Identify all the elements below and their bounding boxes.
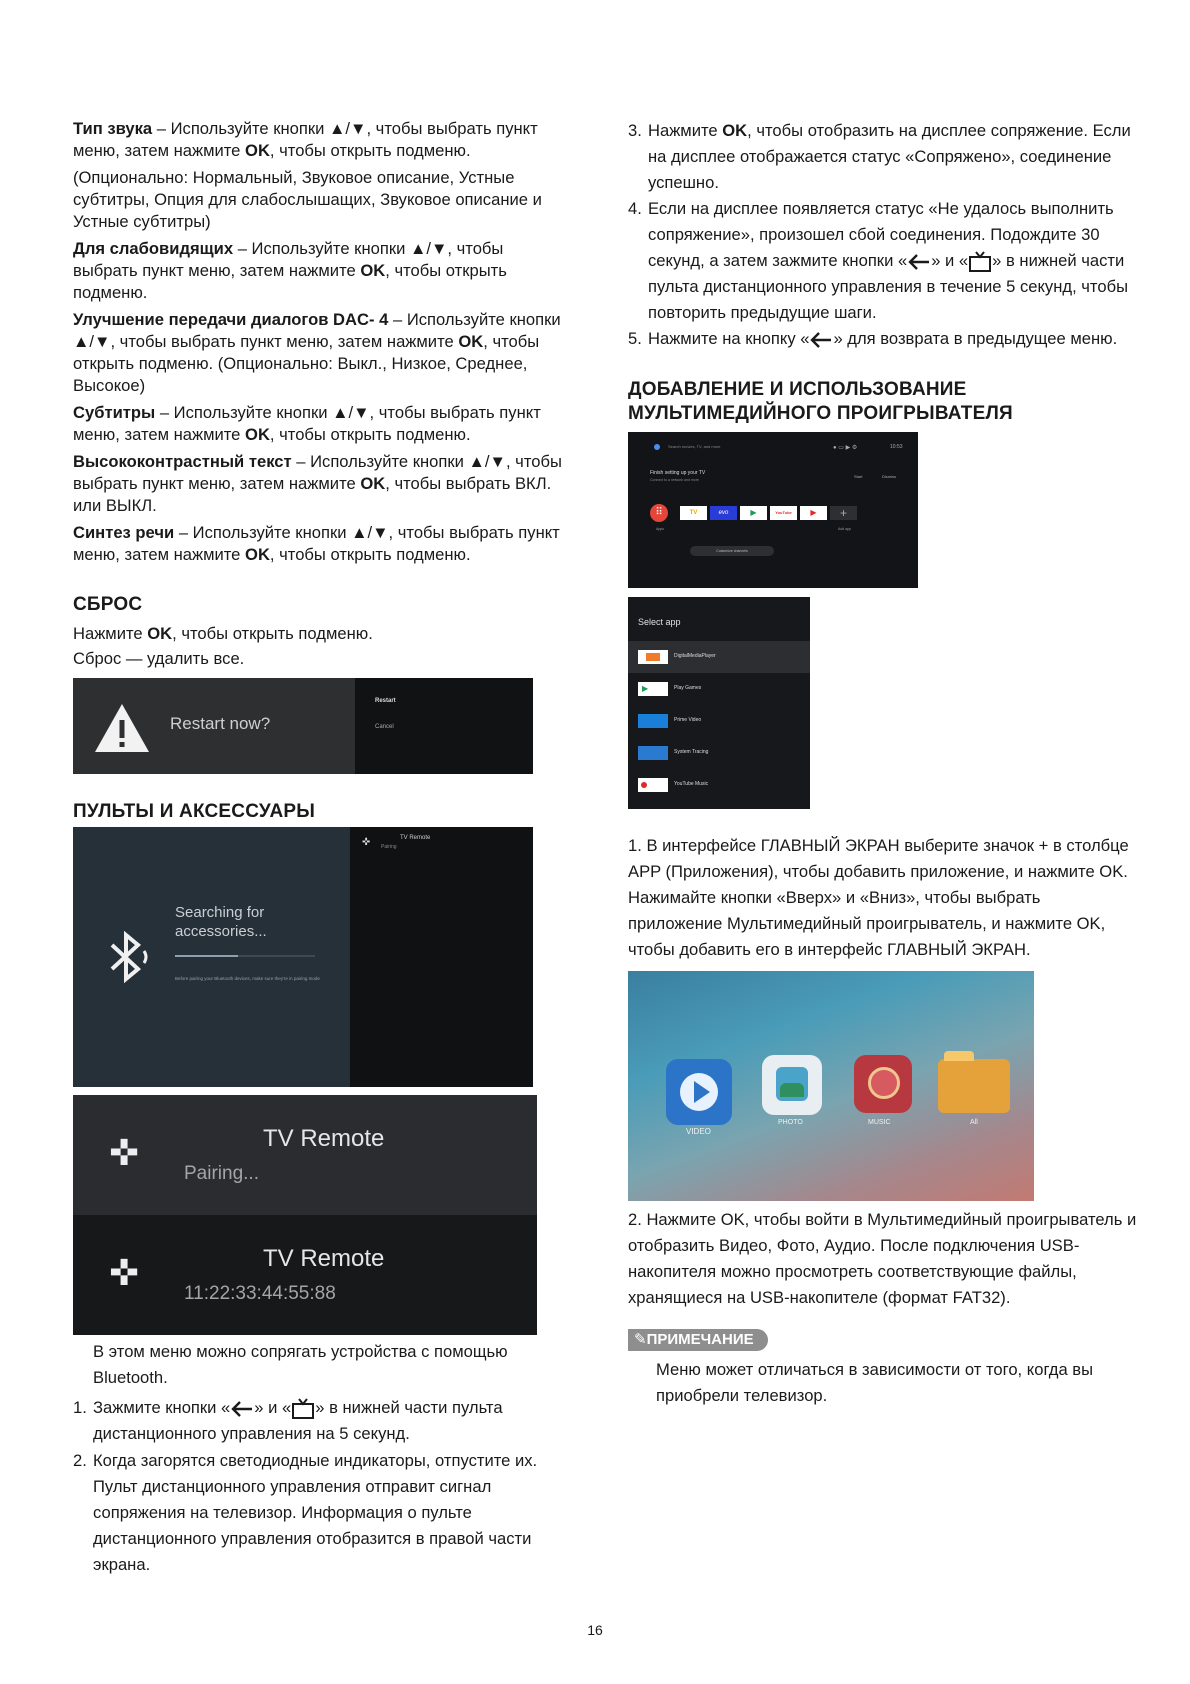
- youtube-music-tile[interactable]: ▶: [800, 506, 827, 520]
- search-progress-fill: [175, 955, 238, 957]
- select-app-item[interactable]: [628, 769, 810, 801]
- add-app-plus-icon[interactable]: +: [830, 506, 857, 520]
- remote-icon-small: ✜: [362, 837, 371, 848]
- tv-app-tile[interactable]: TV: [680, 506, 707, 520]
- left-column: [73, 118, 563, 1578]
- step-3: 3. Нажмите OK, чтобы отобразить на дисплее сопряжение. Если на дисплее отображается статус «Сопряжено», соединение успешно.: [628, 121, 1131, 192]
- video-tile[interactable]: [666, 1059, 732, 1125]
- app-name: DigitalMediaPlayer: [674, 653, 716, 659]
- side-remote-status: Pairing: [381, 844, 397, 850]
- reset-heading: СБРОС: [73, 594, 143, 615]
- customize-channels-button[interactable]: Customize channels: [690, 546, 774, 556]
- home-screen-screenshot: [628, 432, 918, 588]
- remote-steps-list-continued: [628, 118, 1138, 352]
- high-contrast-paragraph: Высококонтрастный текст – Используйте кнопки ▲/▼, чтобы выбрать пункт меню, затем нажмите OK, чтобы выбрать ВКЛ. или ВЫКЛ.: [73, 452, 562, 515]
- youtube-tile[interactable]: YouTube: [770, 506, 797, 520]
- right-column: [628, 118, 1138, 1409]
- select-app-item-highlight[interactable]: [628, 641, 810, 673]
- status-icons: ● ▭ ▶ ⚙: [833, 445, 858, 451]
- evo-app-tile[interactable]: evo: [710, 506, 737, 520]
- back-arrow-icon: [809, 331, 833, 349]
- system-tracing-icon: [638, 746, 668, 760]
- select-app-item[interactable]: [628, 705, 810, 737]
- apps-grid-icon[interactable]: ⠿: [650, 504, 668, 522]
- pairing-row-1[interactable]: [73, 1095, 537, 1215]
- setup-banner: Finish setting up your TV: [650, 470, 706, 476]
- select-app-item[interactable]: [628, 673, 810, 705]
- gamepad-icon: ✜: [109, 1132, 140, 1173]
- tv-icon: [968, 251, 992, 273]
- step-5: 5. Нажмите на кнопку « » для возврата в предыдущее меню.: [628, 329, 1118, 348]
- subtitles-paragraph: Субтитры – Используйте кнопки ▲/▼, чтобы выбрать пункт меню, затем нажмите OK, чтобы открыть подменю.: [73, 403, 541, 444]
- speech-paragraph: Синтез речи – Используйте кнопки ▲/▼, чтобы выбрать пункт меню, затем нажмите OK, чтобы открыть подменю.: [73, 523, 560, 564]
- photo-icon: [776, 1067, 808, 1101]
- app-name: System Tracing: [674, 749, 709, 755]
- all-label: All: [970, 1119, 978, 1126]
- select-app-screenshot: [628, 597, 810, 809]
- pencil-icon: ✎: [634, 1331, 647, 1348]
- accessory-side-panel: [350, 827, 533, 1087]
- remote-name-1: TV Remote: [263, 1125, 385, 1152]
- sound-options: (Опционально: Нормальный, Звуковое описание, Устные субтитры, Опция для слабослышащих, Звуковое описание и Устные субтитры): [73, 168, 542, 231]
- tv-icon: [291, 1398, 315, 1420]
- app-logo-digital-media: [638, 650, 668, 664]
- back-arrow-icon: [907, 253, 931, 271]
- clock: 10:53: [890, 444, 903, 450]
- step-4: 4. Если на дисплее появляется статус «Не удалось выполнить сопряжение», произошел сбой соединения. Подождите 30 секунд, а затем зажмите кнопки « » и « » в нижней части пульта дистанционного управления в течение 5 секунд, чтобы повторить предыдущие шаги.: [628, 199, 1129, 322]
- remote-intro: В этом меню можно сопрягать устройства с помощью Bluetooth.: [93, 1342, 508, 1387]
- restart-option[interactable]: Restart: [375, 698, 396, 704]
- step-1: 1. Зажмите кнопки « » и « » в нижней части пульта дистанционного управления на 5 секунд.: [73, 1398, 503, 1443]
- assistant-icon: [654, 444, 660, 450]
- pairing-row-2[interactable]: [73, 1215, 537, 1335]
- select-app-title: Select app: [638, 617, 681, 627]
- warning-icon: [93, 702, 151, 754]
- media-heading-line-2: МУЛЬТИМЕДИЙНОГО ПРОИГРЫВАТЕЛЯ: [628, 403, 1013, 424]
- play-store-tile[interactable]: ▶: [740, 506, 767, 520]
- music-label: MUSIC: [868, 1119, 891, 1126]
- visually-impaired-paragraph: Для слабовидящих – Используйте кнопки ▲/▼, чтобы выбрать пункт меню, затем нажмите OK, чтобы открыть подменю.: [73, 239, 507, 302]
- step-2: 2. Когда загорятся светодиодные индикаторы, отпустите их. Пульт дистанционного управления отправит сигнал сопряжения на телевизор. Информация о пульте дистанционного управления отобразится в правой части экрана.: [73, 1451, 538, 1574]
- searching-accessories-screenshot: [73, 827, 533, 1087]
- reset-line-2: Сброс — удалить все.: [73, 649, 245, 668]
- page-number: 16: [587, 1622, 603, 1638]
- restart-question: Restart now?: [170, 714, 271, 733]
- start-button[interactable]: Start: [854, 474, 863, 479]
- back-arrow-icon: [230, 1400, 254, 1418]
- media-step-2: 2. Нажмите OK, чтобы войти в Мультимедийный проигрыватель и отобразить Видео, Фото, Аудио. После подключения USB-накопителя можно просмотреть соответствующие файлы, хранящиеся на USB-накопителе (формат FAT32).: [628, 1210, 1137, 1307]
- photo-tile[interactable]: [762, 1055, 822, 1115]
- select-app-item[interactable]: [628, 737, 810, 769]
- play-games-icon: ▶: [638, 682, 668, 696]
- restart-dialog-screenshot: [73, 678, 533, 774]
- remotes-heading: ПУЛЬТЫ И АКСЕССУАРЫ: [73, 801, 316, 822]
- media-player-screenshot: [628, 971, 1034, 1201]
- gamepad-icon: ✜: [109, 1252, 140, 1293]
- play-icon: [694, 1081, 710, 1103]
- note-badge: [628, 1329, 768, 1351]
- sound-type-paragraph: Тип звука – Используйте кнопки ▲/▼, чтобы выбрать пункт меню, затем нажмите OK, чтобы открыть подменю.: [73, 119, 538, 160]
- music-tile[interactable]: [854, 1055, 912, 1113]
- music-disc-icon: [868, 1067, 900, 1099]
- app-name: Play Games: [674, 685, 702, 691]
- media-heading-line-1: ДОБАВЛЕНИЕ И ИСПОЛЬЗОВАНИЕ: [628, 379, 967, 400]
- prime-video-icon: [638, 714, 668, 728]
- remote-steps-list: [73, 1395, 563, 1578]
- restart-options-panel: [355, 678, 533, 774]
- bluetooth-icon: [108, 931, 156, 983]
- searching-title: Searching for accessories...: [175, 904, 267, 940]
- side-remote-name[interactable]: TV Remote: [400, 835, 431, 841]
- remote-name-2: TV Remote: [263, 1245, 385, 1272]
- dismiss-button[interactable]: Dismiss: [882, 474, 896, 479]
- searching-hint: Before pairing your Bluetooth devices, make sure they're in pairing mode: [175, 976, 320, 981]
- reset-line-1: Нажмите OK, чтобы открыть подменю.: [73, 624, 373, 643]
- tv-remote-pairing-screenshot: [73, 1095, 537, 1335]
- cancel-option[interactable]: Cancel: [375, 724, 394, 730]
- note-label: ПРИМЕЧАНИЕ: [646, 1331, 754, 1348]
- app-name: YouTube Music: [674, 781, 709, 787]
- apps-label: Apps: [656, 527, 664, 531]
- youtube-music-icon: [638, 778, 668, 792]
- all-files-folder-icon[interactable]: [938, 1059, 1010, 1113]
- search-hint[interactable]: Search movies, TV, and more: [668, 444, 721, 449]
- media-step-1: 1. В интерфейсе ГЛАВНЫЙ ЭКРАН выберите значок + в столбце APP (Приложения), чтобы добавить приложение, и нажмите OK. Нажимайте кнопки «Вверх» и «Вниз», чтобы выбрать приложение Мультимедийный проигрыватель, и нажмите OK, чтобы добавить его в интерфейс ГЛАВНЫЙ ЭКРАН.: [628, 836, 1129, 959]
- dialogue-paragraph: Улучшение передачи диалогов DAC- 4 – Используйте кнопки ▲/▼, чтобы выбрать пункт меню, затем нажмите OK, чтобы открыть подменю. (Опционально: Выкл., Низкое, Среднее, Высокое): [73, 310, 561, 395]
- video-label: VIDEO: [686, 1127, 711, 1136]
- remote-address: 11:22:33:44:55:88: [184, 1283, 336, 1304]
- search-progress-track: [175, 955, 315, 957]
- photo-label: PHOTO: [778, 1119, 803, 1126]
- note-text: Меню может отличаться в зависимости от того, когда вы приобрели телевизор.: [656, 1360, 1094, 1405]
- remote-status-pairing: Pairing...: [184, 1163, 259, 1184]
- setup-banner-sub: Connect to a network and more: [650, 478, 699, 482]
- add-app-label: Add app: [838, 527, 852, 531]
- app-name: Prime Video: [674, 717, 702, 723]
